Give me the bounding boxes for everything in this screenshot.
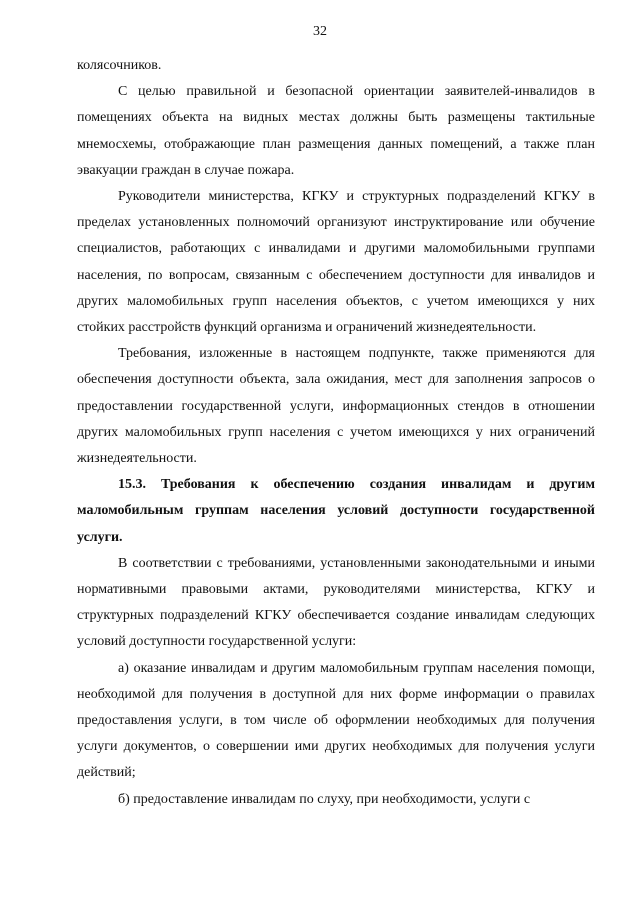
page-number: 32 — [313, 24, 327, 39]
list-item-a: а) оказание инвалидам и другим маломобильным группам населения помощи, необходимой для получения в доступной для них форме информации о правилах предоставления услуги, в том числе об оформлении необходимых для получения услуги документов, о совершении ими других необходимых для получения услуги действий; — [77, 660, 595, 781]
paragraph-tactile-schemes: С целью правильной и безопасной ориентации заявителей-инвалидов в помещениях объекта на видных местах должны быть размещены тактильные мнемосхемы, отображающие план размещения данных помещений, а также план эвакуации граждан в случае пожара. — [77, 84, 595, 178]
paragraph-accessibility-conditions: В соответствии с требованиями, установленными законодательными и иными нормативными правовыми актами, руководителями министерства, КГКУ и структурных подразделений КГКУ обеспечивается создание инвалидам следующих условий доступности государственной услуги: — [77, 555, 595, 650]
paragraph-staff-training: Руководители министерства, КГКУ и структурных подразделений КГКУ в пределах установленных полномочий организуют инструктирование или обучение специалистов, работающих с инвалидами и другими маломобильными группами населения, по вопросам, связанным с обеспечением доступности для инвалидов и других маломобильных групп населения объектов, с учетом имеющихся у них стойких расстройств функций организма и ограничений жизнедеятельности. — [77, 189, 595, 336]
list-item-b: б) предоставление инвалидам по слуху, при необходимости, услуги с — [118, 791, 531, 807]
paragraph-continuation: колясочников. — [77, 58, 162, 73]
body-text — [77, 53, 595, 813]
paragraph-requirements-scope: Требования, изложенные в настоящем подпункте, также применяются для обеспечения доступности объекта, зала ожидания, мест для заполнения запросов о предоставлении государственной услуги, информационных стендов в отношении других маломобильных групп населения с учетом имеющихся у них ограничений жизнедеятельности. — [77, 346, 595, 467]
section-heading-15-3: 15.3. Требования к обеспечению создания инвалидам и другим маломобильным группам населения условий доступности государственной услуги. — [77, 477, 595, 545]
